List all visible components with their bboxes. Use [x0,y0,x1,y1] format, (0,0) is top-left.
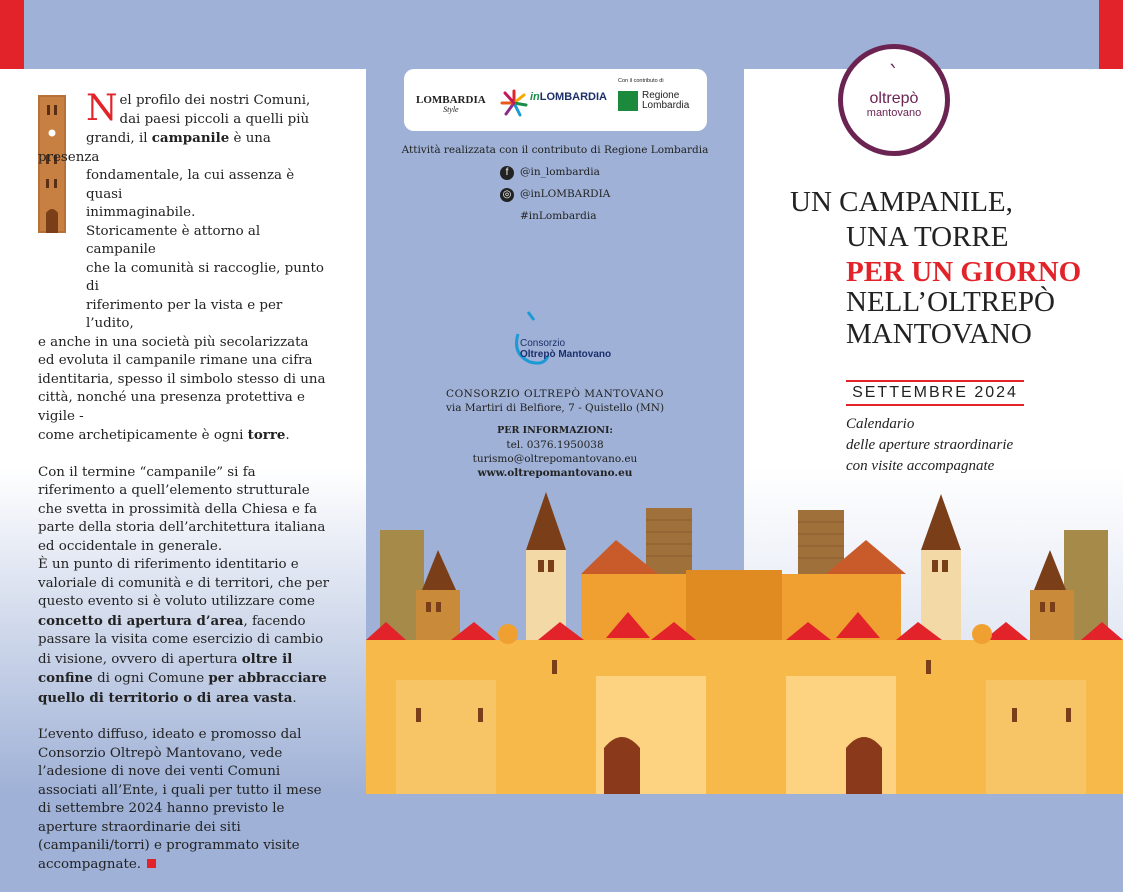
text-line: come archetipicamente è ogni [38,428,248,443]
top-right-red-bar [1099,0,1123,69]
instagram-icon: ◎ [500,188,514,202]
text-line: dai paesi piccoli a quelli più [119,111,310,127]
top-left-red-bar [0,0,24,69]
info-label: PER INFORMAZIONI: [497,425,613,436]
attivita-text: Attività realizzata con il contributo di Regione Lombardia [401,144,709,156]
text-line: inimmaginabile. [86,205,196,220]
hashtag: #inLombardia [520,210,597,222]
website-link[interactable]: www.oltrepomantovano.eu [477,467,633,479]
regione-leaf-icon [618,91,638,111]
sponsor-logos [404,69,707,131]
address: via Martiri di Belfiore, 7 - Quistello (MN) [445,402,665,414]
text-line: riferimento per la vista e per l’udito, [86,297,283,331]
paragraph-2: Con il termine “campanile” si fa riferimento a quell’elemento strutturale che svetta in prossimità della Chiesa e fa parte della storia dell’architettura italiana ed occidentale in generale. [38,464,326,554]
title-line-5: MANTOVANO [846,318,1032,350]
text-line: che la comunità si raccoglie, punto di [86,260,324,294]
lombardia-style-logo: LOMBARDIA Style [416,94,486,114]
text-line: fondamentale, la cui assenza è quasi [86,168,295,202]
left-text [38,88,330,892]
town-illustration [366,490,1123,794]
bold-word: torre [247,427,286,443]
text-line: grandi, il [86,131,152,146]
date-banner: SETTEMBRE 2024 [846,380,1024,406]
text-line: el profilo dei nostri Comuni, [119,93,311,108]
paragraph-3: È un punto di riferimento identitario e valoriale di comunità e di territori, che per questo evento si è voluto utilizzare come concetto di apertura d’area, facendo passare la visita come esercizio di cambio di visione, ovvero di apertura oltre il confine di ogni Comune per abbracciare quello di territorio o di area vasta. [38,557,330,706]
facebook-icon: f [500,166,514,180]
text-line: Storicamente è attorno al campanile [86,223,261,257]
text-line: è una presenza [38,131,271,165]
contributo-label: Con il contributo di [618,78,664,84]
title-line-2: UNA TORRE [846,221,1009,253]
in-lombardia-star-icon [500,89,528,117]
text-line: città, nonché una presenza protettiva e vigile - [38,390,305,424]
oltrepo-mantovano-logo: ` oltrepò mantovano [838,44,950,156]
text-line: ed evoluta il campanile rimane una cifra [38,353,313,368]
drop-cap: N [86,88,118,129]
text-line: . [285,428,290,443]
consorzio-name: CONSORZIO OLTREPÒ MANTOVANO [446,388,664,400]
bold-word: campanile [151,130,230,146]
paragraph-4: L’evento diffuso, ideato e promosso dal Consorzio Oltrepò Mantovano, vede l’adesione di nove dei venti Comuni associati all’Ente, i quali per tutto il mese di settembre 2024 hanno previsto le aperture straordinarie dei siti (campanili/torri) e programmato visite accompagnate. [38,727,322,872]
calendar-subtitle: Calendario delle aperture straordinarie con visite accompagnate [846,416,1014,474]
regione-lombardia-logo: Regione Lombardia [618,91,689,111]
title-line-3: PER UN GIORNO [846,256,1082,288]
facebook-row[interactable]: f @in_lombardia [500,166,600,180]
end-mark-icon [147,859,156,868]
instagram-row[interactable]: ◎ @inLOMBARDIA [500,188,610,202]
text-line: identitaria, spesso il simbolo stesso di una [38,371,326,387]
phone[interactable]: tel. 0376.1950038 [506,439,604,451]
consorzio-logo: Consorzio Oltrepò Mantovano [520,338,612,360]
title-line-1: UN CAMPANILE, [790,186,1013,218]
in-lombardia-logo: inLOMBARDIA [530,91,607,103]
title-line-4: NELL’OLTREPÒ [846,286,1055,318]
text-line: e anche in una società più secolarizzata [38,334,309,350]
email-link[interactable]: turismo@oltrepomantovano.eu [472,453,638,465]
